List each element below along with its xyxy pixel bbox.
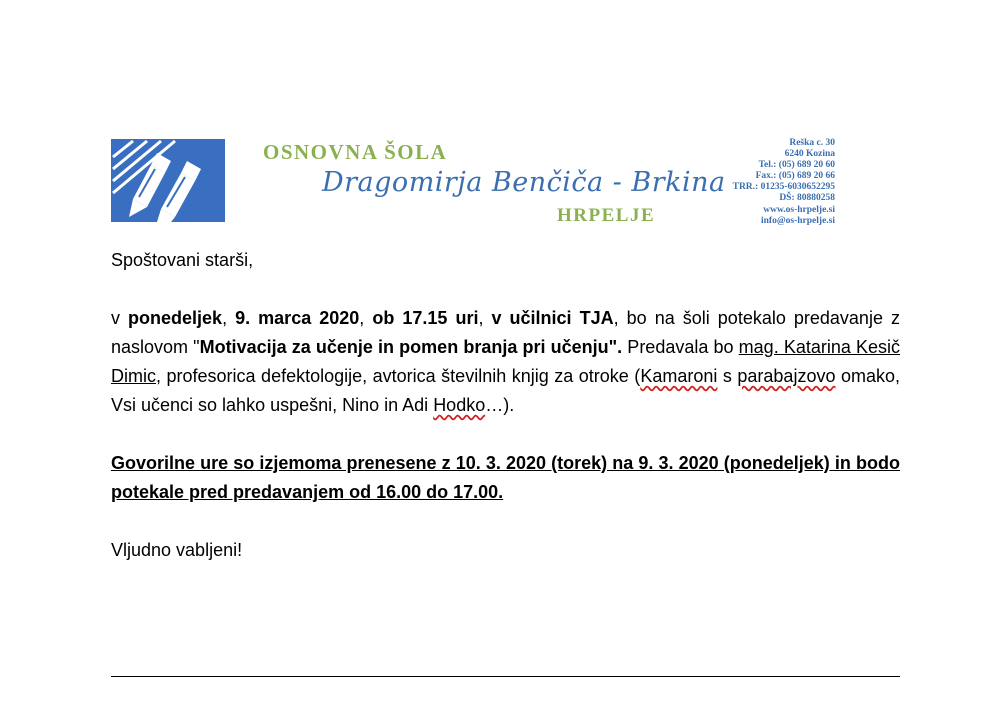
text: , bbox=[222, 308, 236, 328]
contact-block bbox=[733, 138, 835, 227]
footer-divider bbox=[111, 676, 900, 677]
contact-fax: Fax.: (05) 689 20 66 bbox=[755, 171, 835, 182]
text: Predavala bo bbox=[622, 337, 739, 357]
text: , profesorica defektologije, avtorica številnih knjig za otroke ( bbox=[156, 366, 641, 386]
school-name-line3: HRPELJE bbox=[557, 205, 656, 226]
contact-address: Reška c. 30 bbox=[789, 138, 835, 148]
text: s bbox=[717, 366, 738, 386]
spellcheck-word: Kamaroni bbox=[640, 366, 718, 386]
text: v bbox=[111, 308, 129, 328]
pencils-logo-icon bbox=[111, 139, 225, 222]
greeting: Spoštovani starši, bbox=[111, 250, 254, 270]
bold-day: ponedeljek bbox=[128, 308, 223, 328]
closing: Vljudno vabljeni! bbox=[111, 540, 243, 560]
paragraph-consultation-hours: Govorilne ure so izjemoma prenesene z 10. 3. 2020 (torek) na 9. 3. 2020 (ponedeljek) in bodo potekale pred predavanjem od 16.00 do 17.00. bbox=[111, 453, 900, 502]
contact-website[interactable]: www.os-hrpelje.si bbox=[763, 204, 835, 215]
paragraph-lecture bbox=[111, 304, 900, 420]
text: , bbox=[478, 308, 492, 328]
contact-email[interactable]: info@os-hrpelje.si bbox=[760, 215, 835, 226]
bold-room: v učilnici TJA bbox=[491, 308, 614, 328]
school-logo bbox=[111, 139, 225, 222]
text: , bbox=[359, 308, 373, 328]
contact-phone: Tel.: (05) 689 20 60 bbox=[758, 160, 835, 171]
school-name-line2: Dragomirja Benčiča - Brkina bbox=[322, 167, 726, 198]
lecturer-name: mag. Katarina Kesič Dimic bbox=[111, 337, 901, 386]
bold-date: 9. marca 2020 bbox=[235, 308, 360, 328]
school-name-line1: OSNOVNA ŠOLA bbox=[263, 140, 448, 164]
contact-trr: TRR.: 01235-6030652295 bbox=[732, 182, 835, 193]
text: omako, Vsi učenci so lahko uspešni, Nino in Adi bbox=[111, 366, 901, 415]
contact-postcode: 6240 Kozina bbox=[784, 149, 835, 160]
bold-lecture-title: Motivacija za učenje in pomen branja pri učenju". bbox=[199, 337, 623, 357]
text: …). bbox=[485, 395, 515, 415]
bold-time: ob 17.15 uri bbox=[372, 308, 479, 328]
contact-ds: DŠ: 80880258 bbox=[779, 193, 835, 204]
spellcheck-word: parabajzovo bbox=[737, 366, 836, 386]
letter-body bbox=[111, 246, 900, 565]
spellcheck-word: Hodko bbox=[433, 395, 486, 415]
text: , bo na šoli potekalo predavanje z naslovom " bbox=[111, 308, 900, 357]
